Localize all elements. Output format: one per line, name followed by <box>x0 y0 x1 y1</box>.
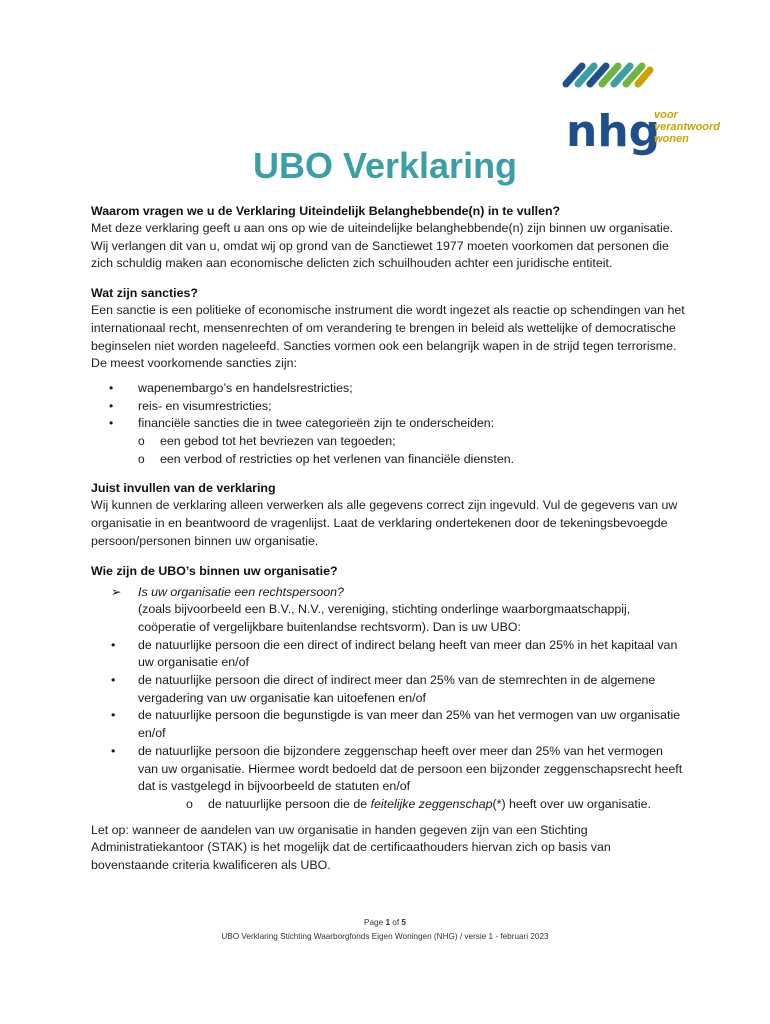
circle-bullet-icon: o <box>138 434 145 449</box>
legal-entity-explanation: (zoals bijvoorbeeld een B.V., N.V., vereniging, stichting onderlinge waarborgmaatschappij, coöperatie of vergelijkbare buitenlandse rechtsvorm). Dan is uw UBO: <box>138 602 631 634</box>
ubo-criteria-list <box>91 584 685 796</box>
section-heading-sanctions: Wat zijn sancties? <box>91 286 198 301</box>
list-item: o een gebod tot het bevriezen van tegoeden; <box>91 433 685 451</box>
page-number: Page 1 of 5 <box>364 918 406 927</box>
bullet-icon: • <box>111 637 116 652</box>
bullet-icon: • <box>109 416 114 431</box>
sanctions-list <box>91 380 685 469</box>
list-item: • financiële sancties die in twee categorieën zijn te onderscheiden: o een gebod tot het bevriezen van tegoeden; o een verbod of restricties op het verlenen van financiële diensten. <box>91 415 685 468</box>
stak-note: Let op: wanneer de aandelen van uw organisatie in handen gegeven zijn van een Stichting Administratiekantoor (STAK) is het mogelijk dat de certificaathouders hiervan zich op basis van bovenstaande criteria kwalificeren als UBO. <box>91 822 611 873</box>
list-item: o de natuurlijke persoon die de feitelijke zeggenschap(*) heeft over uw organisatie. <box>91 796 685 814</box>
document-body <box>91 202 685 875</box>
list-item: o een verbod of restricties op het verlenen van financiële diensten. <box>91 451 685 469</box>
list-item: • de natuurlijke persoon die bijzondere zeggenschap heeft over meer dan 25% van het vermogen van uw organisatie. Hiermee wordt bedoeld dat de persoon een bijzonder zeggenschapsrecht heeft dat is vastgelegd in bijvoorbeeld de statuten en/of <box>111 743 683 794</box>
circle-bullet-icon: o <box>138 451 145 466</box>
bullet-icon: • <box>109 398 114 413</box>
section-body-why: Met deze verklaring geeft u aan ons op wie de uiteindelijke belanghebbende(n) zijn binnen uw organisatie. Wij verlangen dit van u, omdat wij op grond van de Sanctiewet 1977 moeten voorkomen dat personen die zich schuldig maken aan economische delicten zich schuilhouden achter een juridische entiteit. <box>91 221 674 271</box>
arrow-bullet-icon: ➢ <box>111 584 122 599</box>
financial-sanctions-sublist <box>91 433 685 468</box>
bullet-icon: • <box>111 743 116 758</box>
page-title: UBO Verklaring <box>252 145 518 186</box>
list-item: • reis- en visumrestricties; <box>91 398 685 416</box>
section-body-filling: Wij kunnen de verklaring alleen verwerken als alle gegevens correct zijn ingevuld. Vul de gegevens van uw organisatie in en beantwoord de vragenlijst. Laat de verklaring ondertekenen door de tekeningsbevoegde persoon/personen binnen uw organisatie. <box>91 498 678 548</box>
list-item: • de natuurlijke persoon die begunstigde is van meer dan 25% van het vermogen van uw organisatie en/of <box>111 708 681 741</box>
bullet-icon: • <box>111 708 116 723</box>
list-item: • de natuurlijke persoon die een direct of indirect belang heeft van meer dan 25% in het kapitaal van uw organisatie en/of <box>111 637 678 670</box>
circle-bullet-icon: o <box>186 796 193 811</box>
section-heading-filling: Juist invullen van de verklaring <box>91 481 276 496</box>
section-heading-why: Waarom vragen we u de Verklaring Uiteindelijk Belanghebbende(n) in te vullen? <box>91 204 561 218</box>
logo-tagline: voor verantwoord wonen <box>654 109 721 145</box>
footer-line: UBO Verklaring Stichting Waarborgfonds Eigen Woningen (NHG) / versie 1 - februari 2023 <box>221 932 549 941</box>
list-item <box>91 584 685 637</box>
list-item: • wapenembargo’s en handelsrestricties; <box>91 380 685 398</box>
section-heading-ubos: Wie zijn de UBO’s binnen uw organisatie? <box>91 563 338 578</box>
bullet-icon: • <box>109 380 114 395</box>
logo-wordmark: nhg <box>566 106 661 157</box>
bullet-icon: • <box>111 673 116 688</box>
section-body-sanctions: Een sanctie is een politieke of economische instrument die wordt ingezet als reactie op schendingen van het internationaal recht, mensenrechten of om verandering te brengen in beleid als wettelijke of democratische beginselen niet worden nageleefd. Sancties vormen ook een belangrijk wapen in de strijd tegen terrorisme. De meest voorkomende sancties zijn: <box>91 303 685 371</box>
list-item: • de natuurlijke persoon die direct of indirect meer dan 25% van de stemrechten in de algemene vergadering van uw organisatie kan uitoefenen en/of <box>111 673 656 705</box>
legal-entity-question: Is uw organisatie een rechtspersoon? <box>138 584 344 599</box>
